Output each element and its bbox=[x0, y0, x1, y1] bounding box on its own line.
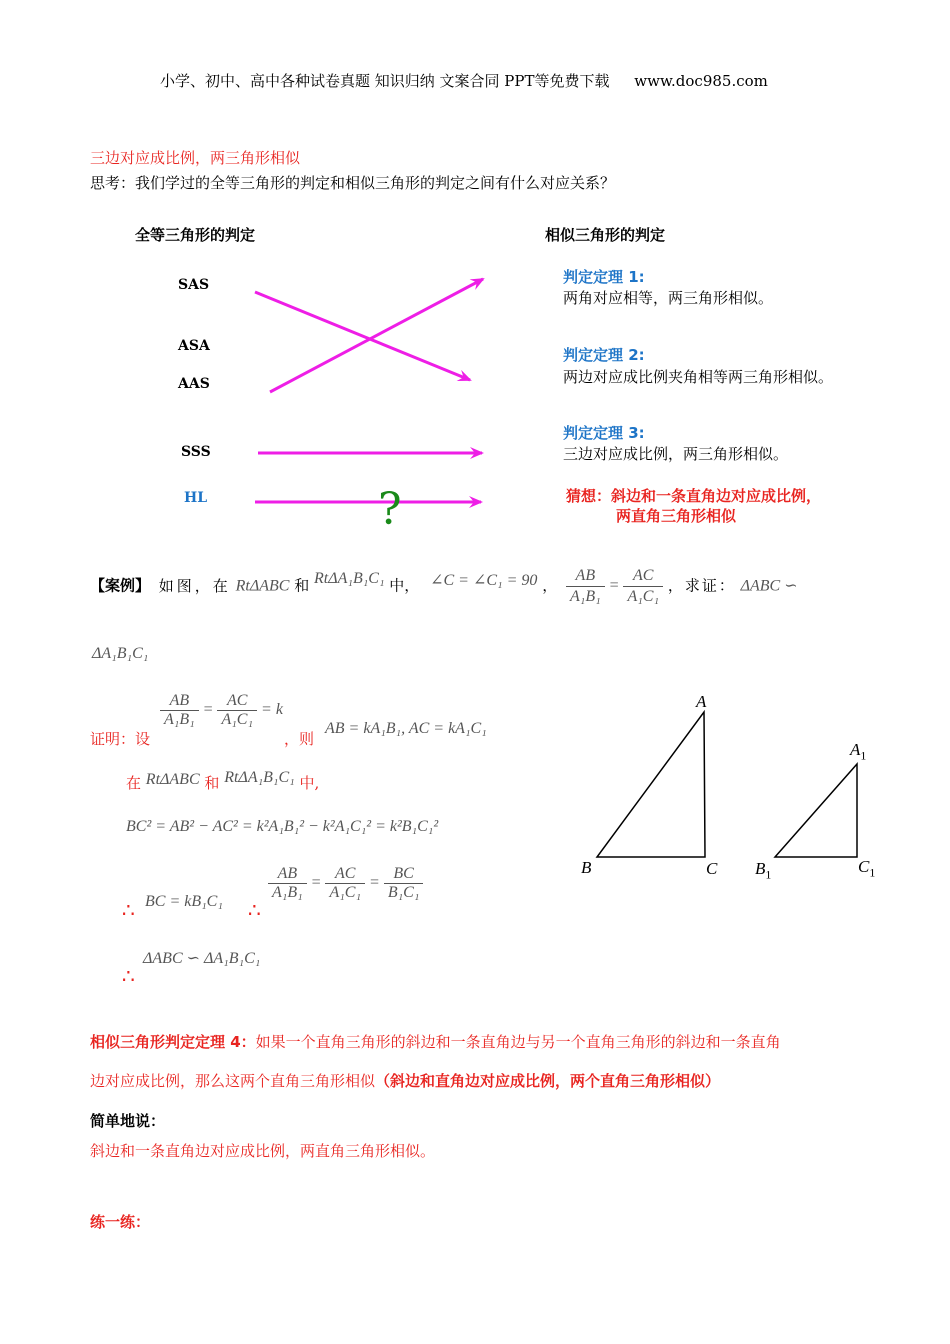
guess-line-1: 猜想：斜边和一条直角边对应成比例， bbox=[566, 487, 822, 505]
triple-num-ac: AC bbox=[325, 865, 365, 884]
case-text-1: 如图，在 bbox=[158, 576, 231, 595]
proof-num-ac: AC bbox=[217, 692, 257, 711]
theorem4-paren: （斜边和直角边对应成比例，两个直角三角形相似） bbox=[375, 1072, 721, 1090]
triangle-a1b1c1 bbox=[775, 764, 857, 857]
proof-rt2: RtΔA₁B₁C₁ bbox=[224, 769, 295, 786]
therefore-1: ∴ bbox=[122, 898, 135, 922]
practice-heading: 练一练： bbox=[90, 1213, 151, 1231]
triple-den-b1c1: B₁C₁ bbox=[387, 884, 420, 901]
proof-conclusion: ΔABC ∽ ΔA₁B₁C₁ bbox=[143, 950, 261, 967]
label-b1-letter: B bbox=[755, 859, 766, 878]
proof-num-ab: AB bbox=[160, 692, 199, 711]
case-num-ab: AB bbox=[566, 566, 605, 587]
label-c1-letter: C bbox=[858, 857, 870, 876]
therefore-2: ∴ bbox=[248, 898, 261, 922]
proof-then: ，则 bbox=[284, 730, 315, 748]
header-title: 小学、初中、高中各种试卷真题 知识归纳 文案合同 PPT等免费下载 bbox=[160, 72, 610, 90]
case-eq: = bbox=[608, 577, 620, 595]
case-similar-right: ΔA₁B₁C₁ bbox=[92, 645, 149, 662]
label-c: C bbox=[706, 859, 718, 878]
question-mark: ? bbox=[378, 484, 402, 535]
proof-eq: = bbox=[202, 701, 214, 719]
theorem3-text: 三边对应成比例，两三角形相似。 bbox=[563, 445, 789, 463]
proof-ratio-triple bbox=[268, 865, 423, 902]
case-text-4: ，求证： bbox=[667, 576, 736, 595]
proof-label: 证明：设 bbox=[90, 730, 151, 748]
case-similar-left: ΔABC ∽ bbox=[740, 577, 798, 595]
left-heading: 全等三角形的判定 bbox=[135, 226, 256, 244]
item-sas: SAS bbox=[178, 277, 210, 293]
theorem4-text-2: 边对应成比例，那么这两个直角三角形相似 bbox=[90, 1072, 376, 1090]
header-url[interactable]: www.doc985.com bbox=[634, 72, 768, 90]
theorem4-line2 bbox=[90, 1070, 720, 1091]
case-den-a1c1: A₁C₁ bbox=[627, 588, 660, 605]
proof-rt1: RtΔABC bbox=[145, 771, 200, 788]
case-comma: ， bbox=[542, 576, 558, 595]
item-aas: AAS bbox=[178, 376, 210, 392]
mapping-arrows bbox=[0, 0, 950, 560]
theorem2-text: 两边对应成比例夹角相等两三角形相似。 bbox=[563, 368, 834, 386]
item-sss: SSS bbox=[181, 444, 211, 460]
guess-line-2: 两直角三角形相似 bbox=[616, 507, 737, 525]
case-angle-condition: ∠C = ∠C₁ = 90 bbox=[430, 571, 538, 589]
therefore-3: ∴ bbox=[122, 964, 135, 988]
arrow-sas bbox=[255, 292, 470, 380]
proof-in: 在 bbox=[126, 774, 142, 792]
proof-then-expr: AB = kA₁B₁, AC = kA₁C₁ bbox=[325, 720, 487, 737]
proof-den-a1c1: A₁C₁ bbox=[221, 711, 254, 728]
theorem3-title: 判定定理 3: bbox=[563, 424, 645, 442]
proof-zhong: 中, bbox=[299, 774, 320, 792]
label-a1-sub: 1 bbox=[860, 748, 867, 763]
case-ratio bbox=[566, 566, 663, 607]
label-a: A bbox=[696, 692, 707, 711]
case-num-ac: AC bbox=[623, 566, 663, 587]
label-a1 bbox=[850, 740, 866, 763]
theorem2-title: 判定定理 2: bbox=[563, 346, 645, 364]
case-rt-abc: RtΔABC bbox=[235, 577, 290, 595]
theorem4-text-1: 如果一个直角三角形的斜边和一条直角边与另一个直角三角形的斜边和一条直角 bbox=[255, 1033, 781, 1051]
case-rt-a1b1c1: RtΔA₁B₁C₁ bbox=[314, 569, 385, 587]
label-c1-sub: 1 bbox=[869, 865, 876, 880]
triple-num-bc: BC bbox=[384, 865, 424, 884]
label-b: B bbox=[581, 858, 592, 877]
theorem1-text: 两角对应相等，两三角形相似。 bbox=[563, 289, 774, 307]
label-a1-letter: A bbox=[850, 740, 861, 759]
proof-den-a1b1: A₁B₁ bbox=[164, 711, 195, 728]
proof-bc-k: BC = kB₁C₁ bbox=[145, 893, 223, 910]
proof-k: = k bbox=[261, 701, 283, 719]
simple-text: 斜边和一条直角边对应成比例，两直角三角形相似。 bbox=[90, 1142, 436, 1160]
triple-num-ab: AB bbox=[268, 865, 307, 884]
case-text-3: 中， bbox=[389, 576, 420, 595]
proof-ratio-k bbox=[160, 692, 283, 729]
triple-eq-2: = bbox=[369, 874, 380, 892]
theorem4-line1 bbox=[90, 1031, 781, 1052]
triple-den-a1c1: A₁C₁ bbox=[329, 884, 362, 901]
triple-eq-1: = bbox=[310, 874, 322, 892]
case-statement bbox=[90, 566, 798, 607]
item-hl: HL bbox=[184, 490, 208, 506]
label-b1-sub: 1 bbox=[765, 867, 772, 882]
arrow-aas bbox=[270, 279, 483, 392]
case-text-2: 和 bbox=[294, 576, 310, 595]
theorem4-title: 相似三角形判定定理 4： bbox=[90, 1033, 256, 1051]
theorem1-title: 判定定理 1: bbox=[563, 268, 645, 286]
item-asa: ASA bbox=[178, 338, 210, 354]
label-b1 bbox=[755, 859, 771, 882]
simple-heading: 简单地说： bbox=[90, 1112, 166, 1130]
triangle-figure bbox=[570, 690, 890, 890]
case-den-a1b1: A₁B₁ bbox=[569, 588, 601, 605]
triple-den-a1b1: A₁B₁ bbox=[272, 884, 303, 901]
case-label: 【案例】 bbox=[90, 576, 151, 595]
proof-in-line bbox=[126, 769, 320, 793]
label-c1 bbox=[858, 857, 875, 880]
proof-bc-line: BC² = AB² − AC² = k²A₁B₁² − k²A₁C₁² = k²B₁C₁² bbox=[126, 818, 439, 835]
intro-red-line: 三边对应成比例，两三角形相似 bbox=[90, 149, 301, 167]
proof-and: 和 bbox=[204, 774, 220, 792]
intro-question: 思考：我们学过的全等三角形的判定和相似三角形的判定之间有什么对应关系？ bbox=[90, 174, 616, 192]
right-heading: 相似三角形的判定 bbox=[545, 226, 666, 244]
triangle-abc bbox=[597, 712, 705, 857]
